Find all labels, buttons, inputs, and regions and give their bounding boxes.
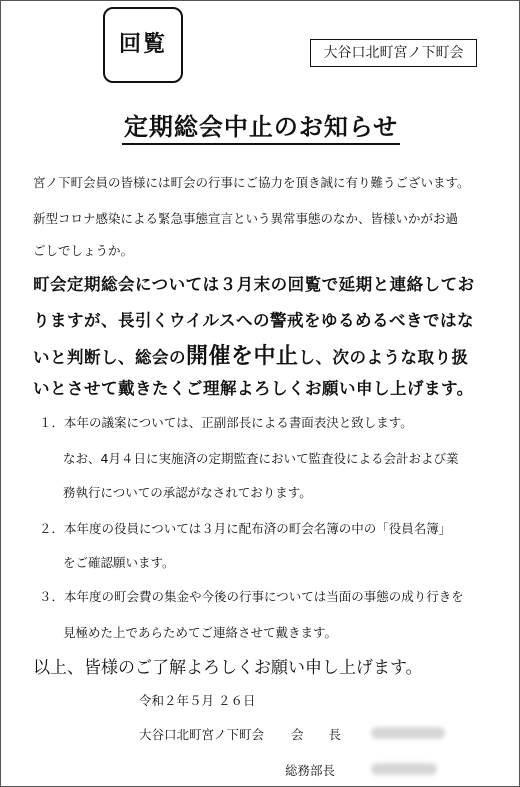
closing-remark: 以上、皆様のご了解よろしくお願い申し上げます。: [33, 658, 423, 678]
emphasis-text: 開催: [186, 344, 232, 369]
list-item-3: [39, 587, 464, 605]
main-notice-line: [33, 339, 469, 370]
list-item-1: [39, 413, 413, 431]
item-text: 本年度の町会費の集金や今後の行事については当面の事態の成り行きを: [64, 589, 464, 604]
item-number: ３．: [39, 589, 65, 604]
emphasis-text: を: [231, 344, 254, 369]
association-name-box: 大谷口北町宮ノ下町会: [310, 39, 477, 67]
intro-line: 宮ノ下町会員の皆様には町会の行事にご協力を頂き誠に有り難うございます。: [33, 175, 470, 190]
intro-line: 新型コロナ感染による緊急事態宣言という異常事態のなか、皆様いかがお過: [33, 211, 459, 226]
item-3-continuation: 見極めた上であらためてご連絡させて戴きます。: [63, 625, 338, 640]
document-date: 令和２年５月 ２６日: [139, 693, 256, 708]
main-notice-line: りますが、長引くウイルスへの警戒をゆるめるべきではな: [33, 311, 475, 330]
main-notice-line: いとさせて戴きたくご理解よろしくお願い申し上げます。: [33, 379, 474, 398]
item-number: １．: [39, 415, 65, 430]
signature-role-chair: 会 長: [291, 727, 342, 742]
intro-line: ごしでしょうか。: [33, 243, 134, 258]
signature-role-general-affairs: 総務部長: [285, 763, 336, 778]
item-1-continuation: なお、4月４日に実施済の定期監査において監査役による会計および業: [63, 451, 459, 466]
signature-org: 大谷口北町宮ノ下町会: [139, 727, 265, 742]
item-text: 本年度の役員については３月に配布済の町会名簿の中の「役員名簿」: [64, 521, 452, 536]
main-text: し、次のような取り扱: [298, 348, 469, 367]
list-item-2: [39, 519, 451, 537]
main-text: いと判断し、総会の: [33, 348, 186, 367]
title-text: 定期総会中止のお知らせ: [122, 113, 400, 145]
item-text: 本年の議案については、正副部長による書面表決と致します。: [64, 415, 413, 430]
item-1-continuation: 務執行についての承認がなされております。: [63, 485, 312, 500]
document-title: [1, 107, 520, 142]
item-2-continuation: をご確認願います。: [63, 555, 175, 570]
main-notice-line: 町会定期総会については３月末の回覧で延期と連絡してお: [33, 275, 475, 294]
redacted-name: [371, 763, 437, 775]
circulation-stamp: 回覧: [103, 7, 183, 83]
item-number: ２．: [39, 521, 65, 536]
redacted-name: [371, 727, 445, 739]
emphasis-text: 中止: [253, 344, 299, 369]
